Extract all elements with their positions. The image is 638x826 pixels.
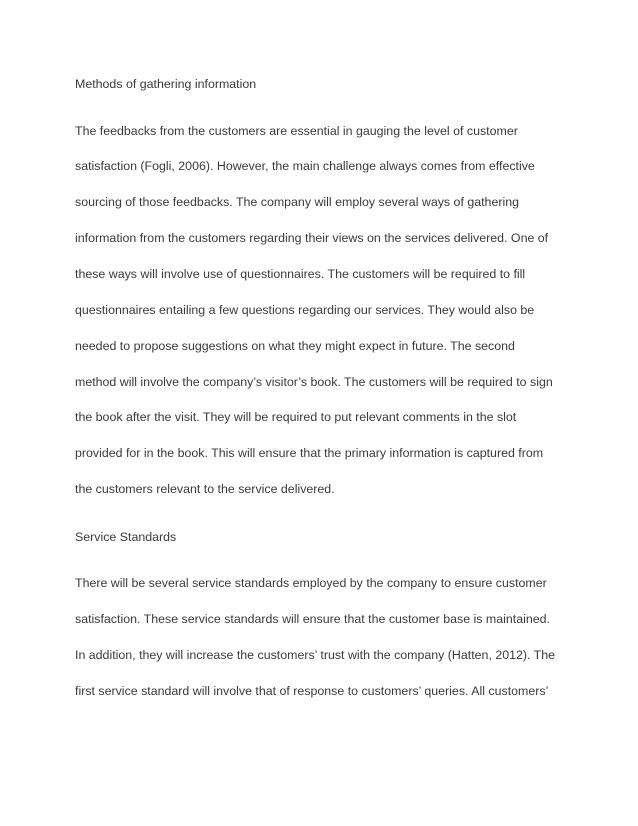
paragraph-line: sourcing of those feedbacks. The company will employ several ways of gathering xyxy=(75,195,519,209)
paragraph-line: In addition, they will increase the customers’ trust with the company (Hatten, 2012). The xyxy=(75,648,556,662)
paragraph-line: satisfaction (Fogli, 2006). However, the main challenge always comes from effective xyxy=(75,159,535,173)
paragraph-line: questionnaires entailing a few questions regarding our services. They would also be xyxy=(75,303,535,317)
section-heading-methods: Methods of gathering information xyxy=(75,77,257,91)
paragraph-line: these ways will involve use of questionnaires. The customers will be required to fill xyxy=(75,267,526,281)
paragraph-line: information from the customers regarding their views on the services delivered. One of xyxy=(75,231,549,245)
paragraph-line: first service standard will involve that of response to customers’ queries. All customers’ xyxy=(75,684,549,698)
paragraph-line: needed to propose suggestions on what they might expect in future. The second xyxy=(75,339,515,353)
paragraph-line: satisfaction. These service standards will ensure that the customer base is maintained. xyxy=(75,612,550,626)
paragraph-line: the customers relevant to the service delivered. xyxy=(75,482,335,496)
paragraph-line: There will be several service standards employed by the company to ensure customer xyxy=(75,576,547,590)
paragraph-line: The feedbacks from the customers are essential in gauging the level of customer xyxy=(75,124,518,138)
section-heading-service-standards: Service Standards xyxy=(75,530,177,544)
paragraph-line: method will involve the company’s visitor’s book. The customers will be required to sign xyxy=(75,375,553,389)
paragraph-line: the book after the visit. They will be required to put relevant comments in the slot xyxy=(75,410,517,424)
paragraph-line: provided for in the book. This will ensure that the primary information is captured from xyxy=(75,446,544,460)
